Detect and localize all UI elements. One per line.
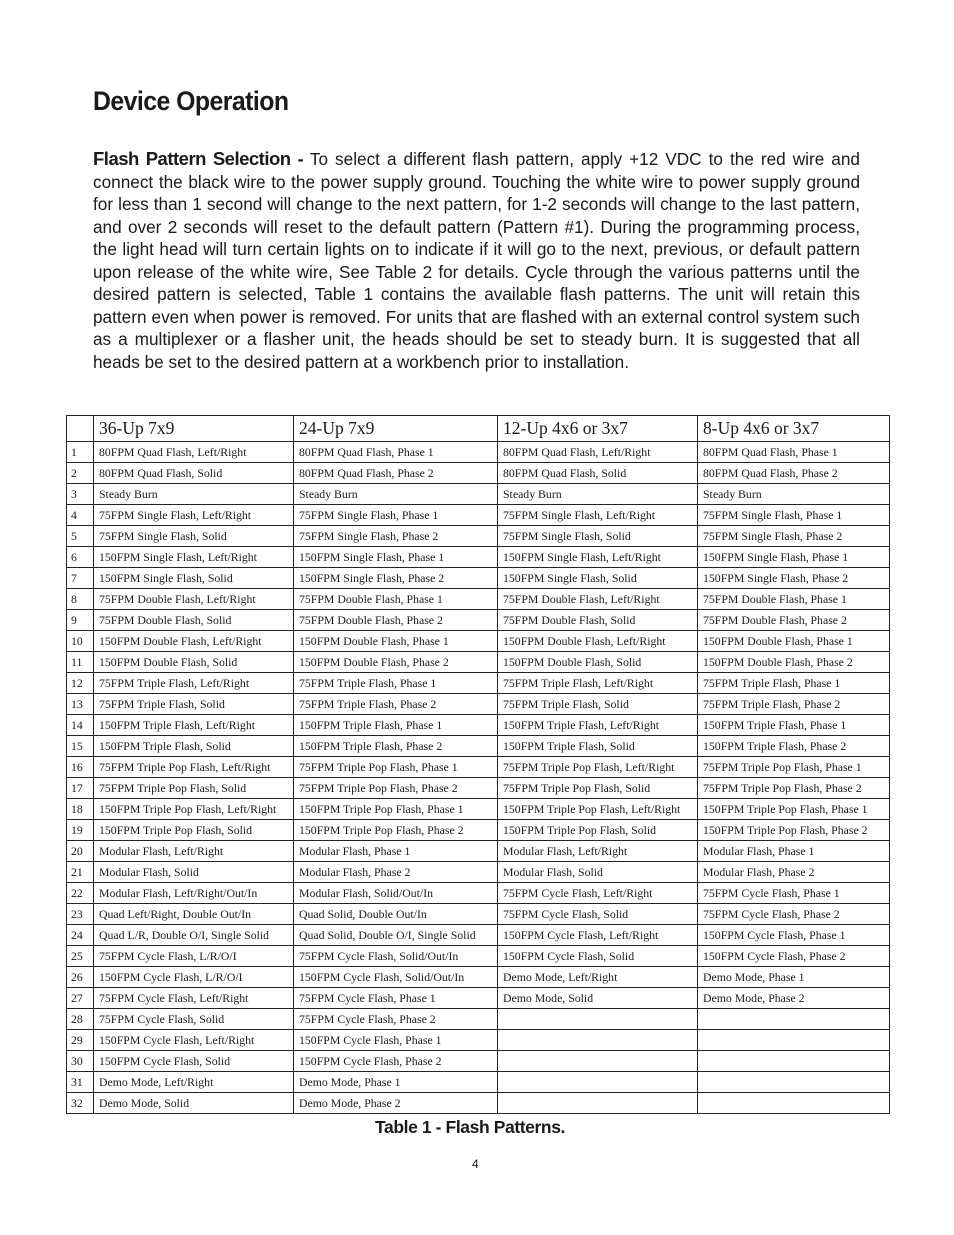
pattern-cell: Quad Solid, Double Out/In xyxy=(294,904,498,925)
pattern-number-cell: 2 xyxy=(67,463,94,484)
pattern-cell: Demo Mode, Phase 2 xyxy=(294,1093,498,1114)
pattern-cell: 150FPM Triple Pop Flash, Solid xyxy=(498,820,698,841)
pattern-cell xyxy=(498,1093,698,1114)
table-row xyxy=(67,568,890,589)
table-row xyxy=(67,589,890,610)
pattern-cell: 150FPM Cycle Flash, Phase 2 xyxy=(294,1051,498,1072)
pattern-cell: 150FPM Triple Pop Flash, Phase 2 xyxy=(294,820,498,841)
pattern-cell: 150FPM Triple Pop Flash, Solid xyxy=(94,820,294,841)
table-row xyxy=(67,904,890,925)
pattern-cell: 75FPM Triple Pop Flash, Solid xyxy=(94,778,294,799)
pattern-cell: 150FPM Triple Flash, Phase 2 xyxy=(698,736,890,757)
header-cell: 12-Up 4x6 or 3x7 xyxy=(498,416,698,442)
pattern-cell: 75FPM Cycle Flash, Solid xyxy=(94,1009,294,1030)
table-row xyxy=(67,547,890,568)
pattern-cell: 75FPM Cycle Flash, L/R/O/I xyxy=(94,946,294,967)
pattern-cell: 150FPM Double Flash, Solid xyxy=(498,652,698,673)
pattern-cell: 150FPM Cycle Flash, Phase 2 xyxy=(698,946,890,967)
table-row xyxy=(67,610,890,631)
table-row xyxy=(67,925,890,946)
pattern-cell: Steady Burn xyxy=(698,484,890,505)
pattern-cell: 75FPM Triple Flash, Phase 1 xyxy=(698,673,890,694)
pattern-number-cell: 14 xyxy=(67,715,94,736)
pattern-cell: 150FPM Cycle Flash, Left/Right xyxy=(94,1030,294,1051)
header-cell: 24-Up 7x9 xyxy=(294,416,498,442)
pattern-cell xyxy=(698,1051,890,1072)
pattern-cell: 80FPM Quad Flash, Left/Right xyxy=(94,442,294,463)
pattern-cell: Demo Mode, Solid xyxy=(94,1093,294,1114)
pattern-number-cell: 12 xyxy=(67,673,94,694)
table-row xyxy=(67,1009,890,1030)
table-row xyxy=(67,736,890,757)
pattern-cell xyxy=(498,1051,698,1072)
pattern-cell: 75FPM Cycle Flash, Left/Right xyxy=(498,883,698,904)
pattern-number-cell: 9 xyxy=(67,610,94,631)
pattern-cell: 150FPM Single Flash, Solid xyxy=(94,568,294,589)
pattern-cell: 75FPM Single Flash, Solid xyxy=(498,526,698,547)
pattern-cell: 150FPM Single Flash, Phase 1 xyxy=(698,547,890,568)
pattern-cell: Modular Flash, Phase 2 xyxy=(294,862,498,883)
pattern-cell: 150FPM Triple Flash, Phase 1 xyxy=(294,715,498,736)
pattern-cell: 80FPM Quad Flash, Phase 1 xyxy=(294,442,498,463)
table-body xyxy=(67,442,890,1114)
pattern-cell: 75FPM Double Flash, Phase 1 xyxy=(698,589,890,610)
pattern-cell: 75FPM Single Flash, Phase 2 xyxy=(698,526,890,547)
pattern-cell: Demo Mode, Left/Right xyxy=(94,1072,294,1093)
pattern-cell: 150FPM Triple Flash, Left/Right xyxy=(498,715,698,736)
pattern-cell: 75FPM Single Flash, Phase 2 xyxy=(294,526,498,547)
table-row xyxy=(67,715,890,736)
pattern-number-cell: 18 xyxy=(67,799,94,820)
pattern-cell: Modular Flash, Phase 1 xyxy=(294,841,498,862)
pattern-cell: 150FPM Triple Flash, Phase 1 xyxy=(698,715,890,736)
pattern-cell: 75FPM Cycle Flash, Left/Right xyxy=(94,988,294,1009)
pattern-number-cell: 28 xyxy=(67,1009,94,1030)
pattern-cell: 150FPM Triple Pop Flash, Phase 1 xyxy=(294,799,498,820)
flash-patterns-table xyxy=(66,415,890,1114)
pattern-cell: 75FPM Triple Flash, Phase 2 xyxy=(294,694,498,715)
pattern-number-cell: 29 xyxy=(67,1030,94,1051)
pattern-cell: 75FPM Cycle Flash, Solid xyxy=(498,904,698,925)
pattern-number-cell: 23 xyxy=(67,904,94,925)
pattern-cell: 150FPM Cycle Flash, Phase 1 xyxy=(294,1030,498,1051)
table-caption: Table 1 - Flash Patterns. xyxy=(375,1117,566,1137)
table-row xyxy=(67,505,890,526)
pattern-cell: 75FPM Cycle Flash, Phase 2 xyxy=(698,904,890,925)
pattern-cell: 75FPM Triple Flash, Left/Right xyxy=(498,673,698,694)
pattern-number-cell: 3 xyxy=(67,484,94,505)
pattern-cell: 75FPM Triple Flash, Phase 1 xyxy=(294,673,498,694)
pattern-cell: Steady Burn xyxy=(294,484,498,505)
pattern-number-cell: 32 xyxy=(67,1093,94,1114)
pattern-cell: 150FPM Double Flash, Solid xyxy=(94,652,294,673)
pattern-cell: Modular Flash, Left/Right xyxy=(498,841,698,862)
pattern-cell xyxy=(498,1009,698,1030)
pattern-cell: 75FPM Triple Flash, Solid xyxy=(94,694,294,715)
pattern-cell: Demo Mode, Phase 1 xyxy=(294,1072,498,1093)
pattern-cell: 150FPM Cycle Flash, L/R/O/I xyxy=(94,967,294,988)
pattern-cell: 150FPM Cycle Flash, Left/Right xyxy=(498,925,698,946)
header-number-cell xyxy=(67,416,94,442)
intro-paragraph xyxy=(93,148,860,373)
pattern-cell: 75FPM Double Flash, Phase 2 xyxy=(294,610,498,631)
pattern-cell: Modular Flash, Solid xyxy=(94,862,294,883)
pattern-number-cell: 4 xyxy=(67,505,94,526)
pattern-number-cell: 13 xyxy=(67,694,94,715)
pattern-cell: 75FPM Single Flash, Left/Right xyxy=(94,505,294,526)
table-row xyxy=(67,442,890,463)
pattern-number-cell: 27 xyxy=(67,988,94,1009)
pattern-cell: 150FPM Cycle Flash, Phase 1 xyxy=(698,925,890,946)
pattern-cell: 150FPM Single Flash, Left/Right xyxy=(94,547,294,568)
pattern-number-cell: 17 xyxy=(67,778,94,799)
section-lead: Flash Pattern Selection - xyxy=(93,148,304,169)
pattern-cell: 80FPM Quad Flash, Solid xyxy=(94,463,294,484)
pattern-cell: 150FPM Triple Flash, Left/Right xyxy=(94,715,294,736)
pattern-cell: 75FPM Triple Pop Flash, Left/Right xyxy=(94,757,294,778)
page-title: Device Operation xyxy=(93,86,289,116)
pattern-number-cell: 24 xyxy=(67,925,94,946)
pattern-number-cell: 21 xyxy=(67,862,94,883)
pattern-cell: 80FPM Quad Flash, Phase 1 xyxy=(698,442,890,463)
header-cell: 8-Up 4x6 or 3x7 xyxy=(698,416,890,442)
pattern-cell: 150FPM Single Flash, Left/Right xyxy=(498,547,698,568)
pattern-cell: 150FPM Double Flash, Phase 2 xyxy=(294,652,498,673)
pattern-cell: Demo Mode, Left/Right xyxy=(498,967,698,988)
intro-body: To select a different flash pattern, apply +12 VDC to the red wire and connect the black wire to the power supply ground. Touching the white wire to power supply ground for less than 1 second will change to the next pattern, for 1-2 seconds will change to the last pattern, and over 2 seconds will reset to the default pattern (Pattern #1). During the programming process, the light head will turn certain lights on to indicate if it will go to the next, previous, or default pattern upon release of the white wire, See Table 2 for details. Cycle through the various patterns until the desired pattern is selected, Table 1 contains the available flash patterns. The unit will retain this pattern even when power is removed. For units that are flashed with an external control system such as a multiplexer or a flasher unit, the heads should be set to steady burn. It is suggested that all heads be set to the desired pattern at a workbench prior to installation. xyxy=(93,149,860,372)
pattern-cell: 75FPM Double Flash, Solid xyxy=(94,610,294,631)
pattern-cell: 150FPM Triple Pop Flash, Phase 1 xyxy=(698,799,890,820)
pattern-cell: Modular Flash, Left/Right xyxy=(94,841,294,862)
pattern-cell: 75FPM Triple Pop Flash, Phase 2 xyxy=(698,778,890,799)
pattern-cell xyxy=(698,1093,890,1114)
table-row xyxy=(67,841,890,862)
pattern-cell: 75FPM Single Flash, Left/Right xyxy=(498,505,698,526)
pattern-number-cell: 6 xyxy=(67,547,94,568)
pattern-cell: 150FPM Double Flash, Phase 1 xyxy=(698,631,890,652)
pattern-number-cell: 11 xyxy=(67,652,94,673)
pattern-number-cell: 8 xyxy=(67,589,94,610)
pattern-cell: Modular Flash, Left/Right/Out/In xyxy=(94,883,294,904)
pattern-number-cell: 5 xyxy=(67,526,94,547)
pattern-cell: 75FPM Single Flash, Phase 1 xyxy=(294,505,498,526)
pattern-cell xyxy=(698,1030,890,1051)
pattern-cell: 80FPM Quad Flash, Phase 2 xyxy=(294,463,498,484)
pattern-cell: Modular Flash, Solid/Out/In xyxy=(294,883,498,904)
pattern-number-cell: 10 xyxy=(67,631,94,652)
pattern-cell: 150FPM Single Flash, Phase 2 xyxy=(698,568,890,589)
pattern-number-cell: 1 xyxy=(67,442,94,463)
table-row xyxy=(67,631,890,652)
pattern-cell: Steady Burn xyxy=(94,484,294,505)
pattern-number-cell: 22 xyxy=(67,883,94,904)
pattern-cell: 150FPM Single Flash, Solid xyxy=(498,568,698,589)
pattern-number-cell: 16 xyxy=(67,757,94,778)
pattern-number-cell: 26 xyxy=(67,967,94,988)
pattern-cell: 150FPM Triple Flash, Solid xyxy=(94,736,294,757)
table-row xyxy=(67,1072,890,1093)
pattern-cell: 150FPM Triple Pop Flash, Left/Right xyxy=(94,799,294,820)
table-row xyxy=(67,1030,890,1051)
pattern-number-cell: 19 xyxy=(67,820,94,841)
pattern-cell: 75FPM Single Flash, Phase 1 xyxy=(698,505,890,526)
pattern-cell: Quad L/R, Double O/I, Single Solid xyxy=(94,925,294,946)
pattern-cell: 75FPM Triple Pop Flash, Phase 1 xyxy=(698,757,890,778)
pattern-cell: 150FPM Double Flash, Phase 1 xyxy=(294,631,498,652)
pattern-cell xyxy=(698,1009,890,1030)
pattern-cell: 150FPM Triple Pop Flash, Left/Right xyxy=(498,799,698,820)
table-row xyxy=(67,946,890,967)
pattern-cell: 150FPM Single Flash, Phase 2 xyxy=(294,568,498,589)
header-cell: 36-Up 7x9 xyxy=(94,416,294,442)
pattern-cell: Modular Flash, Phase 2 xyxy=(698,862,890,883)
pattern-cell: 150FPM Cycle Flash, Solid/Out/In xyxy=(294,967,498,988)
header-row xyxy=(67,416,890,442)
pattern-cell: 150FPM Double Flash, Phase 2 xyxy=(698,652,890,673)
pattern-cell: 75FPM Cycle Flash, Solid/Out/In xyxy=(294,946,498,967)
pattern-cell xyxy=(698,1072,890,1093)
pattern-cell: 150FPM Double Flash, Left/Right xyxy=(94,631,294,652)
pattern-cell: Quad Solid, Double O/I, Single Solid xyxy=(294,925,498,946)
table-row xyxy=(67,799,890,820)
pattern-cell: Demo Mode, Phase 2 xyxy=(698,988,890,1009)
pattern-cell: 75FPM Triple Flash, Left/Right xyxy=(94,673,294,694)
pattern-cell: Modular Flash, Solid xyxy=(498,862,698,883)
pattern-cell: 150FPM Triple Flash, Solid xyxy=(498,736,698,757)
pattern-cell: 75FPM Double Flash, Phase 2 xyxy=(698,610,890,631)
pattern-cell: 150FPM Single Flash, Phase 1 xyxy=(294,547,498,568)
table-row xyxy=(67,757,890,778)
pattern-cell: Steady Burn xyxy=(498,484,698,505)
table-row xyxy=(67,988,890,1009)
pattern-cell: 80FPM Quad Flash, Phase 2 xyxy=(698,463,890,484)
table-row xyxy=(67,694,890,715)
pattern-cell: 150FPM Cycle Flash, Solid xyxy=(498,946,698,967)
pattern-cell xyxy=(498,1072,698,1093)
pattern-number-cell: 25 xyxy=(67,946,94,967)
pattern-cell: 80FPM Quad Flash, Solid xyxy=(498,463,698,484)
table-row xyxy=(67,484,890,505)
pattern-cell xyxy=(498,1030,698,1051)
table-row xyxy=(67,1093,890,1114)
pattern-cell: 150FPM Cycle Flash, Solid xyxy=(94,1051,294,1072)
pattern-number-cell: 20 xyxy=(67,841,94,862)
pattern-cell: 75FPM Single Flash, Solid xyxy=(94,526,294,547)
pattern-cell: 150FPM Triple Flash, Phase 2 xyxy=(294,736,498,757)
table-row xyxy=(67,652,890,673)
table-row xyxy=(67,526,890,547)
pattern-cell: 75FPM Double Flash, Left/Right xyxy=(498,589,698,610)
table-row xyxy=(67,1051,890,1072)
pattern-cell: Quad Left/Right, Double Out/In xyxy=(94,904,294,925)
table-row xyxy=(67,778,890,799)
table-row xyxy=(67,883,890,904)
pattern-cell: 75FPM Cycle Flash, Phase 2 xyxy=(294,1009,498,1030)
pattern-cell: 75FPM Double Flash, Left/Right xyxy=(94,589,294,610)
pattern-cell: 75FPM Triple Pop Flash, Left/Right xyxy=(498,757,698,778)
pattern-cell: 75FPM Triple Pop Flash, Phase 1 xyxy=(294,757,498,778)
pattern-cell: Demo Mode, Phase 1 xyxy=(698,967,890,988)
pattern-cell: 150FPM Triple Pop Flash, Phase 2 xyxy=(698,820,890,841)
table-row xyxy=(67,673,890,694)
pattern-cell: 150FPM Double Flash, Left/Right xyxy=(498,631,698,652)
pattern-cell: 75FPM Double Flash, Phase 1 xyxy=(294,589,498,610)
pattern-cell: 75FPM Triple Flash, Solid xyxy=(498,694,698,715)
page-number: 4 xyxy=(472,1157,479,1171)
pattern-cell: 80FPM Quad Flash, Left/Right xyxy=(498,442,698,463)
pattern-cell: 75FPM Triple Flash, Phase 2 xyxy=(698,694,890,715)
pattern-cell: Demo Mode, Solid xyxy=(498,988,698,1009)
table-row xyxy=(67,862,890,883)
pattern-cell: 75FPM Triple Pop Flash, Phase 2 xyxy=(294,778,498,799)
pattern-cell: 75FPM Triple Pop Flash, Solid xyxy=(498,778,698,799)
table-row xyxy=(67,967,890,988)
pattern-number-cell: 15 xyxy=(67,736,94,757)
pattern-cell: 75FPM Cycle Flash, Phase 1 xyxy=(698,883,890,904)
pattern-number-cell: 7 xyxy=(67,568,94,589)
table-row xyxy=(67,463,890,484)
pattern-cell: 75FPM Double Flash, Solid xyxy=(498,610,698,631)
table-header xyxy=(67,416,890,442)
pattern-number-cell: 31 xyxy=(67,1072,94,1093)
table-row xyxy=(67,820,890,841)
pattern-cell: Modular Flash, Phase 1 xyxy=(698,841,890,862)
pattern-number-cell: 30 xyxy=(67,1051,94,1072)
pattern-cell: 75FPM Cycle Flash, Phase 1 xyxy=(294,988,498,1009)
